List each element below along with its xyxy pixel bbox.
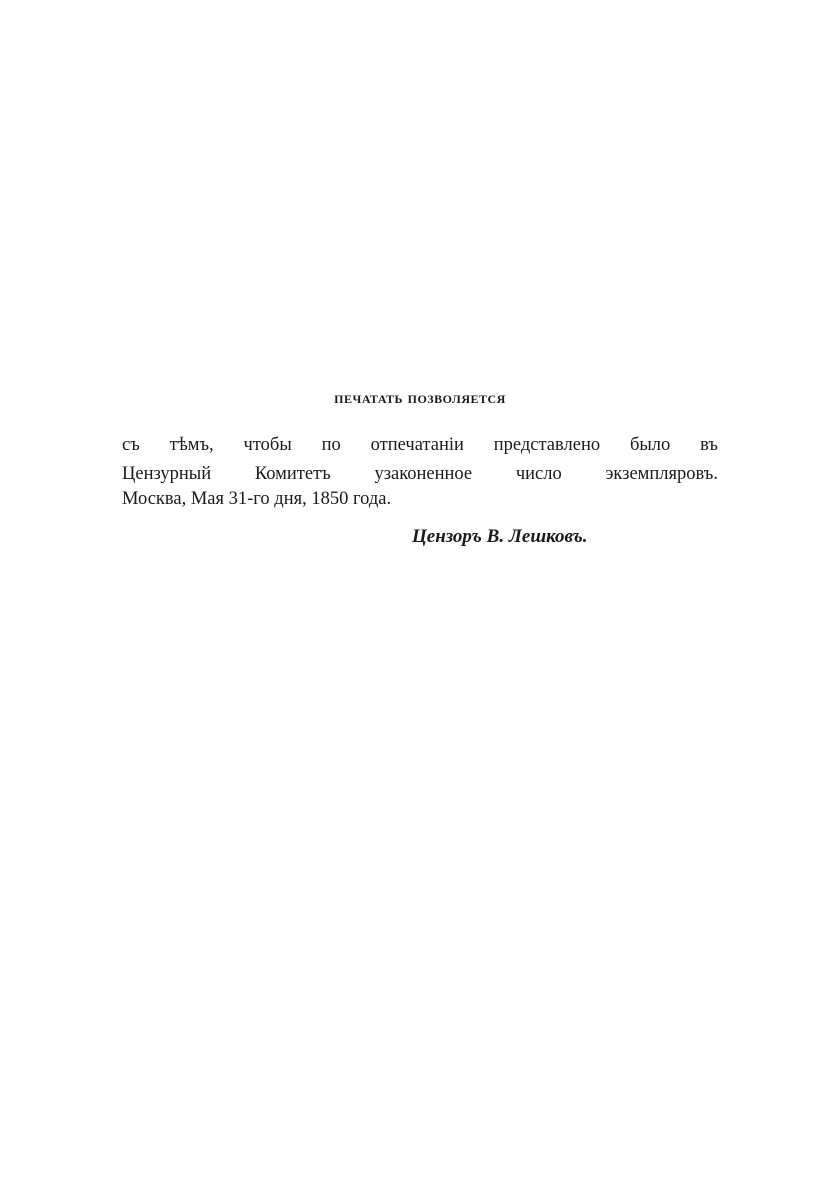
censor-signature: Цензоръ В. Лешковъ. (412, 526, 588, 547)
censorship-heading: печатать позволяется (334, 388, 506, 407)
body-line-2: Цензурный Комитетъ узаконенное число экземпляровъ. (122, 464, 718, 484)
body-line-3: Москва, Мая 31-го дня, 1850 года. (122, 489, 392, 509)
body-line-1: съ тѣмъ, чтобы по отпечатаніи представлено было въ (122, 435, 718, 455)
